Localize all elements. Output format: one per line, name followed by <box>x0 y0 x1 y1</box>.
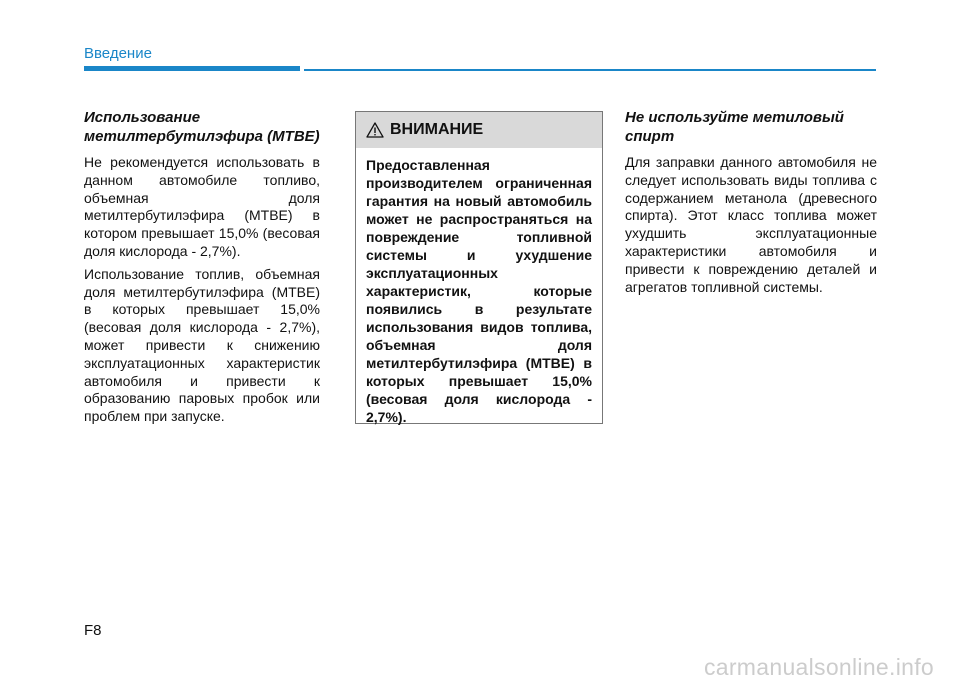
watermark: carmanualsonline.info <box>703 654 934 680</box>
page-number: F8 <box>84 622 102 639</box>
methanol-heading: Не используйте метиловый спирт <box>625 109 844 145</box>
mtbe-paragraph-1: Не рекомендуется использовать в данном автомобиле топливо, объемная доля метилтербутилэфира (МТВЕ) в котором превышает 15,0% (весовая доля кислорода - 2,7%). <box>84 154 320 259</box>
warning-header <box>356 112 602 148</box>
methanol-paragraph: Для заправки данного автомобиля не следует использовать виды топлива с содержанием метанола (древесного спирта). Этот класс топлива может ухудшить эксплуатационные характеристики автомобиля и привести к повреждению деталей и агрегатов топливной системы. <box>625 154 877 295</box>
warning-label: ВНИМАНИЕ <box>390 121 484 138</box>
left-column <box>84 108 320 431</box>
warning-box <box>355 111 603 424</box>
header-rule-thick <box>84 66 300 71</box>
right-column <box>625 108 877 301</box>
header-rule-thin <box>304 69 876 71</box>
mtbe-paragraph-2: Использование топлив, объемная доля метилтербутилэфира (МТВЕ) в которых превышает 15,0% (весовая доля кислорода - 2,7%), может привести к снижению эксплуатационных характеристик автомобиля и привести к образованию паровых пробок или проблем при запуске. <box>84 265 320 425</box>
mtbe-heading: Использование метилтербутилэфира (МТВЕ) <box>84 109 320 145</box>
warning-triangle-icon <box>366 122 384 138</box>
warning-text: Предоставленная производителем ограниченная гарантия на новый автомобиль может не распространяться на повреждение топливной системы и ухудшение эксплуатационных характеристик, которые появились в результате использования видов топлива, объемная доля метилтербутилэфира (МТВЕ) в которых превышает 15,0% (весовая доля кислорода - 2,7%). <box>366 157 592 425</box>
section-title: Введение <box>84 45 152 62</box>
